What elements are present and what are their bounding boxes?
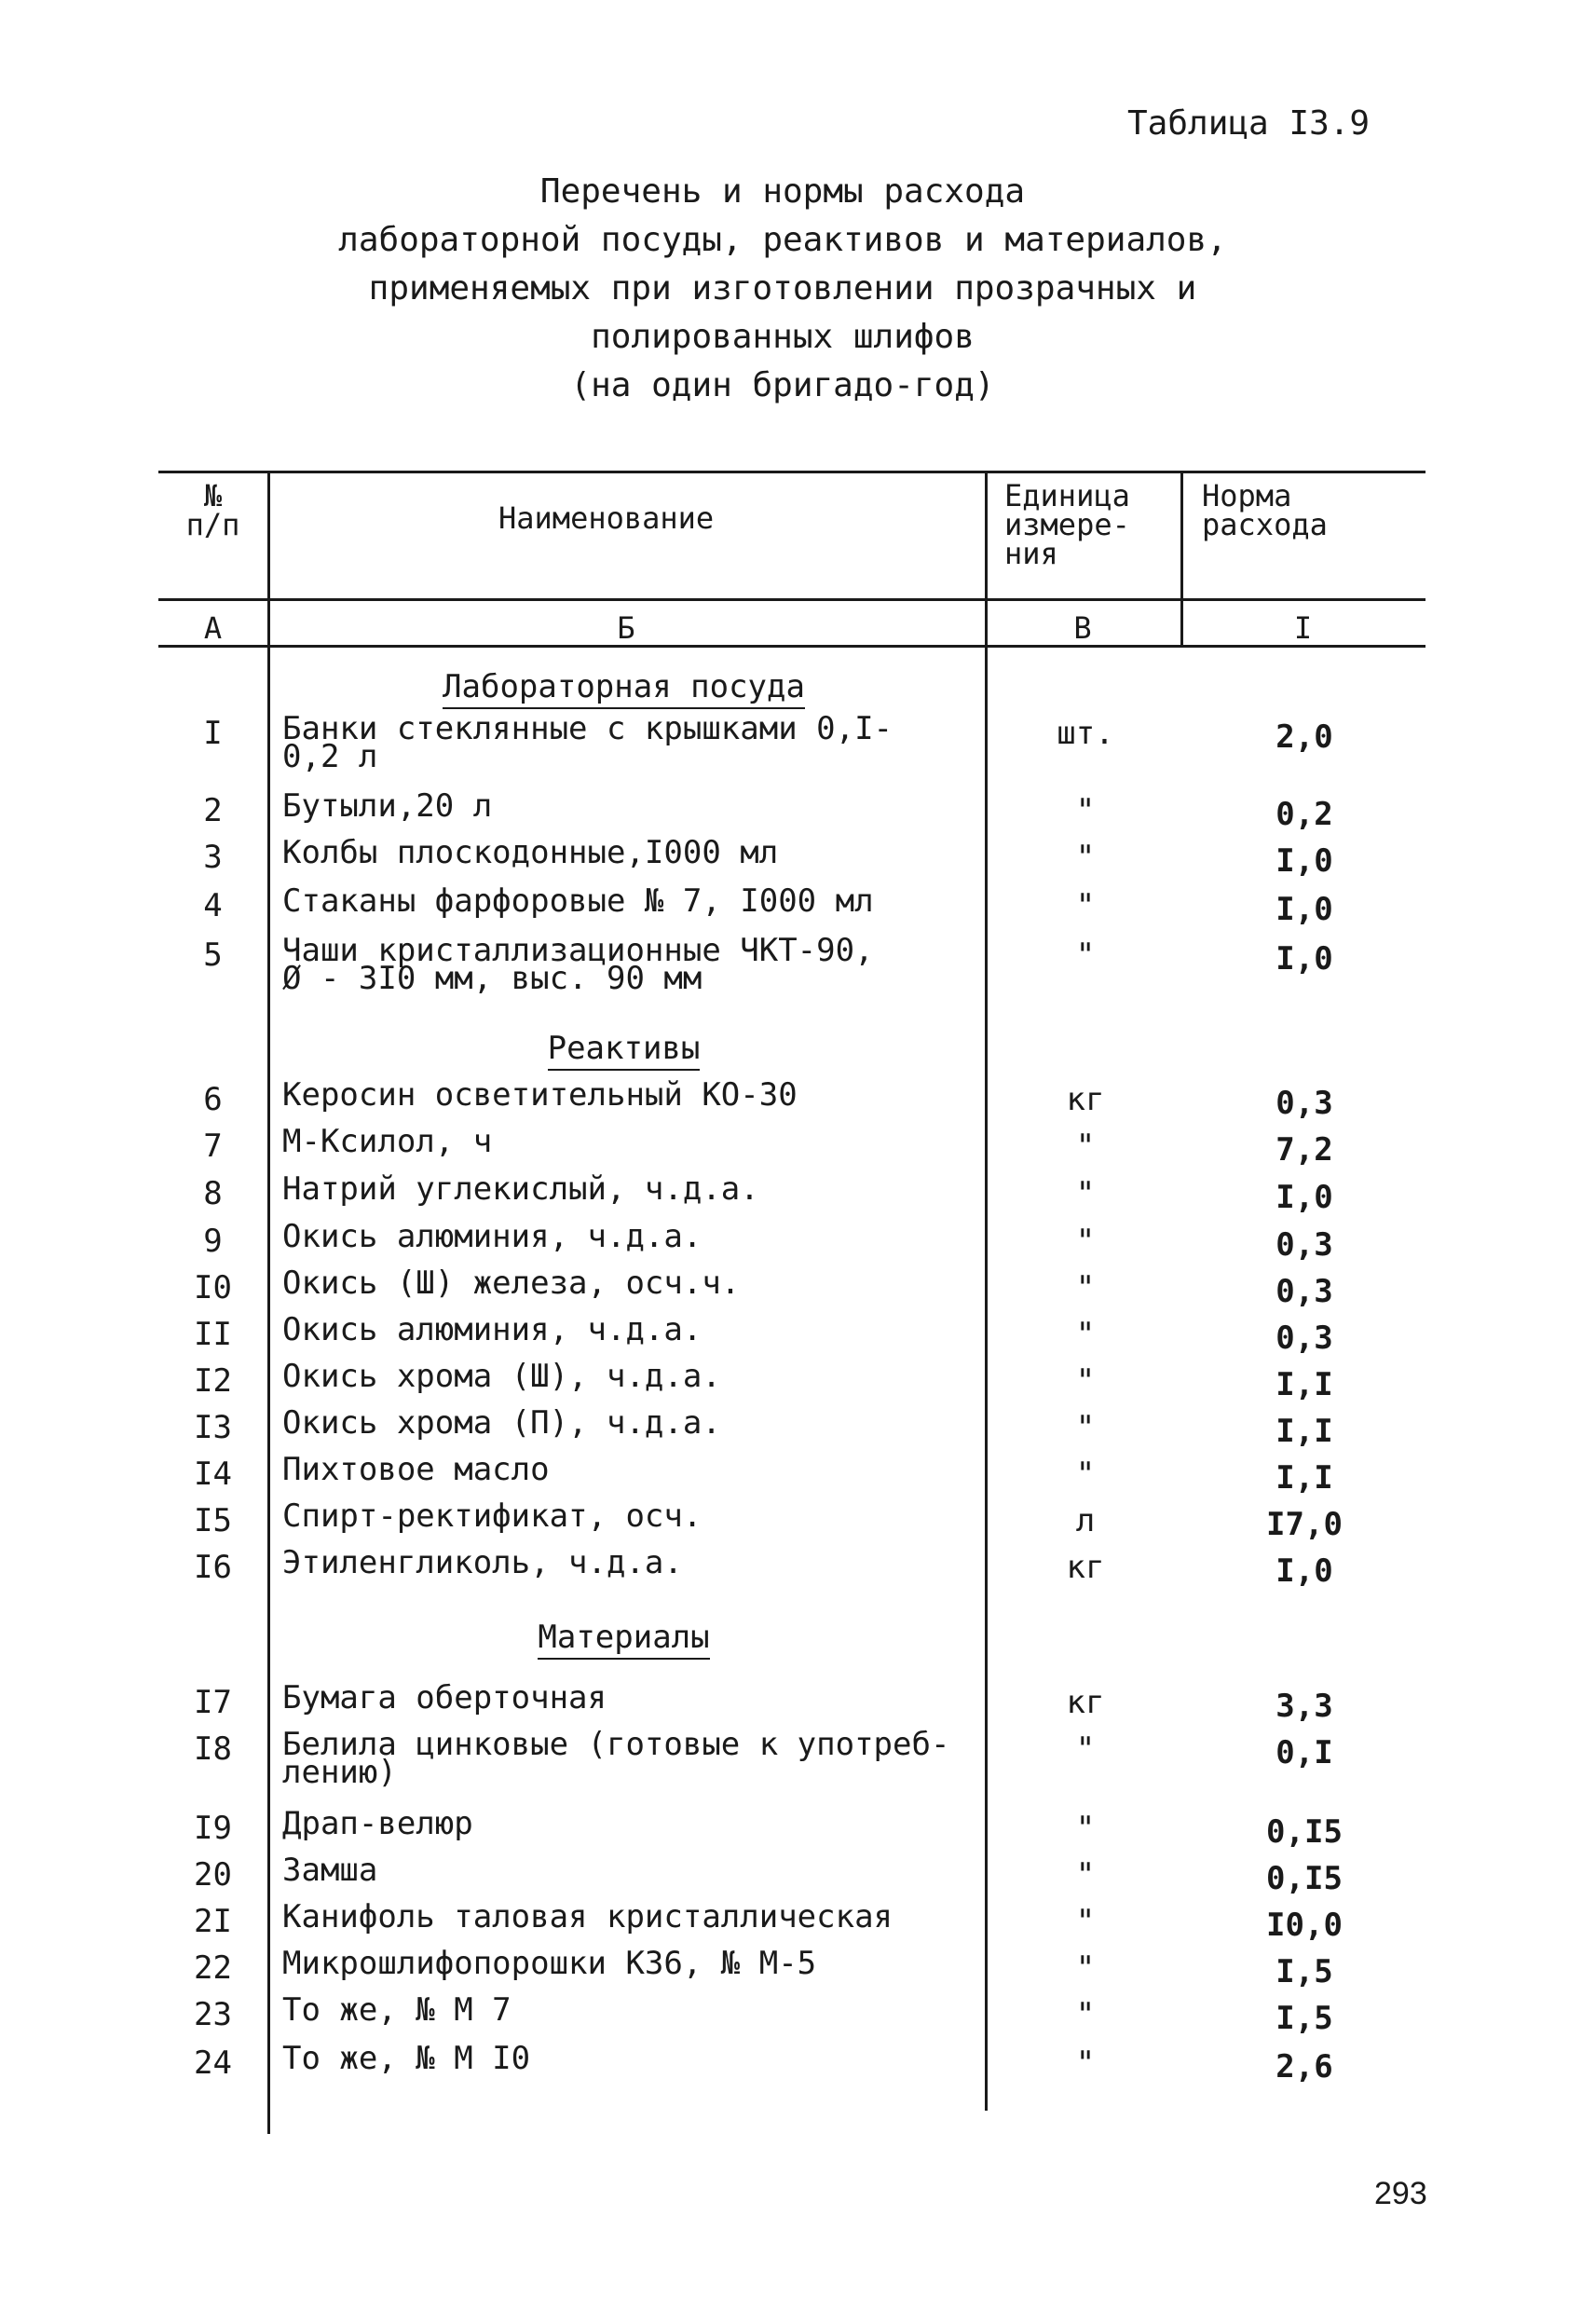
row-norm: I,I (1275, 1366, 1333, 1403)
header-unit (1004, 478, 1130, 571)
row-number: 4 (203, 887, 223, 924)
row-number: 8 (203, 1175, 223, 1212)
title-line: (на один бригадо-год) (570, 366, 995, 404)
row-name: Бумага оберточная (282, 1679, 607, 1716)
row-name: Колбы плоскодонные,I000 мл (282, 834, 779, 871)
table-row (158, 1358, 1425, 1409)
row-unit: " (1075, 1175, 1096, 1212)
table-row (158, 1679, 1425, 1730)
row-unit: л (1075, 1502, 1096, 1539)
row-number: I7 (194, 1684, 232, 1721)
header-norm-line: Норма (1202, 478, 1292, 513)
row-norm: 0,3 (1275, 1320, 1333, 1357)
row-norm: I,0 (1275, 891, 1333, 928)
table-row (158, 1218, 1425, 1269)
row-number: I2 (194, 1362, 232, 1400)
table-title (280, 168, 1286, 410)
row-number: 2 (203, 792, 223, 829)
row-number: I0 (194, 1269, 232, 1306)
row-name: Стаканы фарфоровые № 7, I000 мл (282, 882, 874, 920)
title-line: полированных шлифов (591, 318, 975, 356)
column-code: I (1293, 610, 1313, 646)
row-unit: " (1075, 1810, 1096, 1847)
row-name: Окись (Ш) железа, осч.ч. (282, 1265, 741, 1302)
row-name: Микрошлифопорошки КЗ6, № М-5 (282, 1945, 817, 1982)
row-norm: I,0 (1275, 1552, 1333, 1590)
header-norm (1202, 478, 1328, 542)
row-number: I (203, 715, 223, 752)
table-row (158, 1170, 1425, 1222)
row-name: Этиленгликоль, ч.д.а. (282, 1544, 683, 1581)
row-name: Окись хрома (П), ч.д.а. (282, 1404, 721, 1442)
row-name: Пихтовое масло (282, 1451, 550, 1488)
row-number: I9 (194, 1810, 232, 1847)
row-number: 22 (194, 1949, 232, 1987)
section-title: Лабораторная посуда (267, 668, 980, 709)
row-unit: " (1075, 1128, 1096, 1165)
header-num-line: п/п (185, 507, 240, 542)
row-norm: I0,0 (1266, 1907, 1343, 1944)
row-norm: 2,6 (1275, 2048, 1333, 2085)
row-name: Окись алюминия, ч.д.а. (282, 1311, 703, 1348)
table-row (158, 2040, 1425, 2091)
row-name: То же, № М 7 (282, 1991, 512, 2029)
row-unit: " (1075, 1409, 1096, 1446)
row-norm: I,5 (1275, 2000, 1333, 2037)
row-norm: 0,I5 (1266, 1813, 1343, 1851)
section-title: Реактивы (267, 1030, 980, 1071)
row-name: М-Ксилол, ч (282, 1123, 493, 1160)
section-title: Материалы (267, 1619, 980, 1660)
row-number: I3 (194, 1409, 232, 1446)
row-number: I8 (194, 1730, 232, 1768)
row-number: I5 (194, 1502, 232, 1539)
row-name: То же, № М I0 (282, 2040, 531, 2077)
row-number: 3 (203, 839, 223, 876)
row-norm: 0,3 (1275, 1085, 1333, 1122)
table-row (158, 1311, 1425, 1362)
column-code: А (203, 610, 223, 646)
row-name: Чаши кристаллизационные ЧКТ-90, Ø - 3I0 мм, выс. 90 мм (282, 932, 874, 997)
row-number: 20 (194, 1856, 232, 1894)
header-num (158, 478, 267, 542)
row-norm: I,0 (1275, 1179, 1333, 1216)
column-code: Б (617, 610, 635, 646)
row-name: Белила цинковые (готовые к употреб- лению) (282, 1726, 950, 1791)
row-unit: кг (1066, 1684, 1105, 1721)
norms-table (158, 471, 1425, 2134)
header-unit-line: Единица (1004, 478, 1130, 513)
row-unit: " (1075, 1316, 1096, 1353)
row-norm: 0,2 (1275, 796, 1333, 833)
row-name: Спирт-ректификат, осч. (282, 1497, 703, 1535)
row-unit: " (1075, 1730, 1096, 1768)
table-row (158, 1991, 1425, 2043)
row-unit: " (1075, 1269, 1096, 1306)
table-row (158, 1544, 1425, 1595)
row-unit: кг (1066, 1549, 1105, 1586)
table-row (158, 1852, 1425, 1903)
header-bottom-rule (158, 598, 1425, 601)
header-unit-line: измере- (1004, 507, 1130, 542)
row-norm: I,I (1275, 1459, 1333, 1497)
table-row (158, 932, 1425, 997)
table-row (158, 1123, 1425, 1174)
row-norm: 0,3 (1275, 1226, 1333, 1264)
row-number: 24 (194, 2044, 232, 2082)
table-row (158, 1726, 1425, 1791)
row-name: Керосин осветительный КО-30 (282, 1076, 798, 1114)
row-unit: " (1075, 887, 1096, 924)
table-top-rule (158, 471, 1425, 473)
title-line: лабораторной посуды, реактивов и материалов, (338, 221, 1227, 259)
row-number: I4 (194, 1456, 232, 1493)
title-line: применяемых при изготовлении прозрачных и (368, 269, 1197, 308)
table-row (158, 1497, 1425, 1549)
header-norm-line: расхода (1202, 507, 1328, 542)
row-unit: кг (1066, 1081, 1105, 1118)
row-norm: I,0 (1275, 940, 1333, 978)
row-unit: " (1075, 1996, 1096, 2033)
row-norm: 2,0 (1275, 718, 1333, 756)
row-unit: " (1075, 792, 1096, 829)
row-name: Натрий углекислый, ч.д.а. (282, 1170, 759, 1208)
row-norm: 7,2 (1275, 1131, 1333, 1169)
row-number: I6 (194, 1549, 232, 1586)
row-number: 6 (203, 1081, 223, 1118)
row-number: 5 (203, 937, 223, 974)
row-norm: I,5 (1275, 1953, 1333, 1990)
table-row (158, 1805, 1425, 1856)
table-row (158, 1898, 1425, 1949)
row-norm: 0,3 (1275, 1273, 1333, 1310)
row-number: 7 (203, 1128, 223, 1165)
row-number: II (194, 1316, 232, 1353)
row-name: Банки стеклянные с крышками 0,I- 0,2 л (282, 710, 893, 775)
row-unit: " (1075, 1856, 1096, 1894)
header-num-line: № (203, 478, 223, 513)
row-unit: " (1075, 2044, 1096, 2082)
row-unit: " (1075, 1949, 1096, 1987)
row-name: Замша (282, 1852, 378, 1889)
title-line: Перечень и нормы расхода (539, 172, 1026, 211)
table-row (158, 1404, 1425, 1456)
row-number: 2I (194, 1903, 232, 1940)
row-unit: " (1075, 937, 1096, 974)
table-row (158, 834, 1425, 885)
row-unit: шт. (1057, 715, 1114, 752)
row-unit: " (1075, 839, 1096, 876)
row-norm: I,I (1275, 1413, 1333, 1450)
row-norm: 3,3 (1275, 1688, 1333, 1725)
row-number: 9 (203, 1223, 223, 1260)
header-unit-line: ния (1004, 536, 1058, 571)
table-row (158, 1076, 1425, 1128)
row-name: Канифоль таловая кристаллическая (282, 1898, 893, 1935)
table-row (158, 1265, 1425, 1316)
row-unit: " (1075, 1456, 1096, 1493)
table-row (158, 1945, 1425, 1996)
row-unit: " (1075, 1223, 1096, 1260)
page-number: 293 (1374, 2176, 1427, 2211)
row-number: 23 (194, 1996, 232, 2033)
table-row (158, 1451, 1425, 1502)
table-row (158, 787, 1425, 839)
header-name: Наименование (498, 500, 715, 536)
row-norm: 0,I5 (1266, 1860, 1343, 1897)
row-name: Окись хрома (Ш), ч.д.а. (282, 1358, 721, 1395)
table-label: Таблица I3.9 (1127, 104, 1371, 143)
row-unit: " (1075, 1362, 1096, 1400)
row-name: Драп-велюр (282, 1805, 473, 1842)
table-row (158, 882, 1425, 934)
row-name: Бутыли,20 л (282, 787, 493, 825)
row-norm: I,0 (1275, 842, 1333, 880)
row-unit: " (1075, 1903, 1096, 1940)
column-code: В (1073, 610, 1092, 646)
table-row (158, 710, 1425, 775)
row-norm: I7,0 (1266, 1506, 1343, 1543)
row-name: Окись алюминия, ч.д.а. (282, 1218, 703, 1255)
row-norm: 0,I (1275, 1734, 1333, 1771)
